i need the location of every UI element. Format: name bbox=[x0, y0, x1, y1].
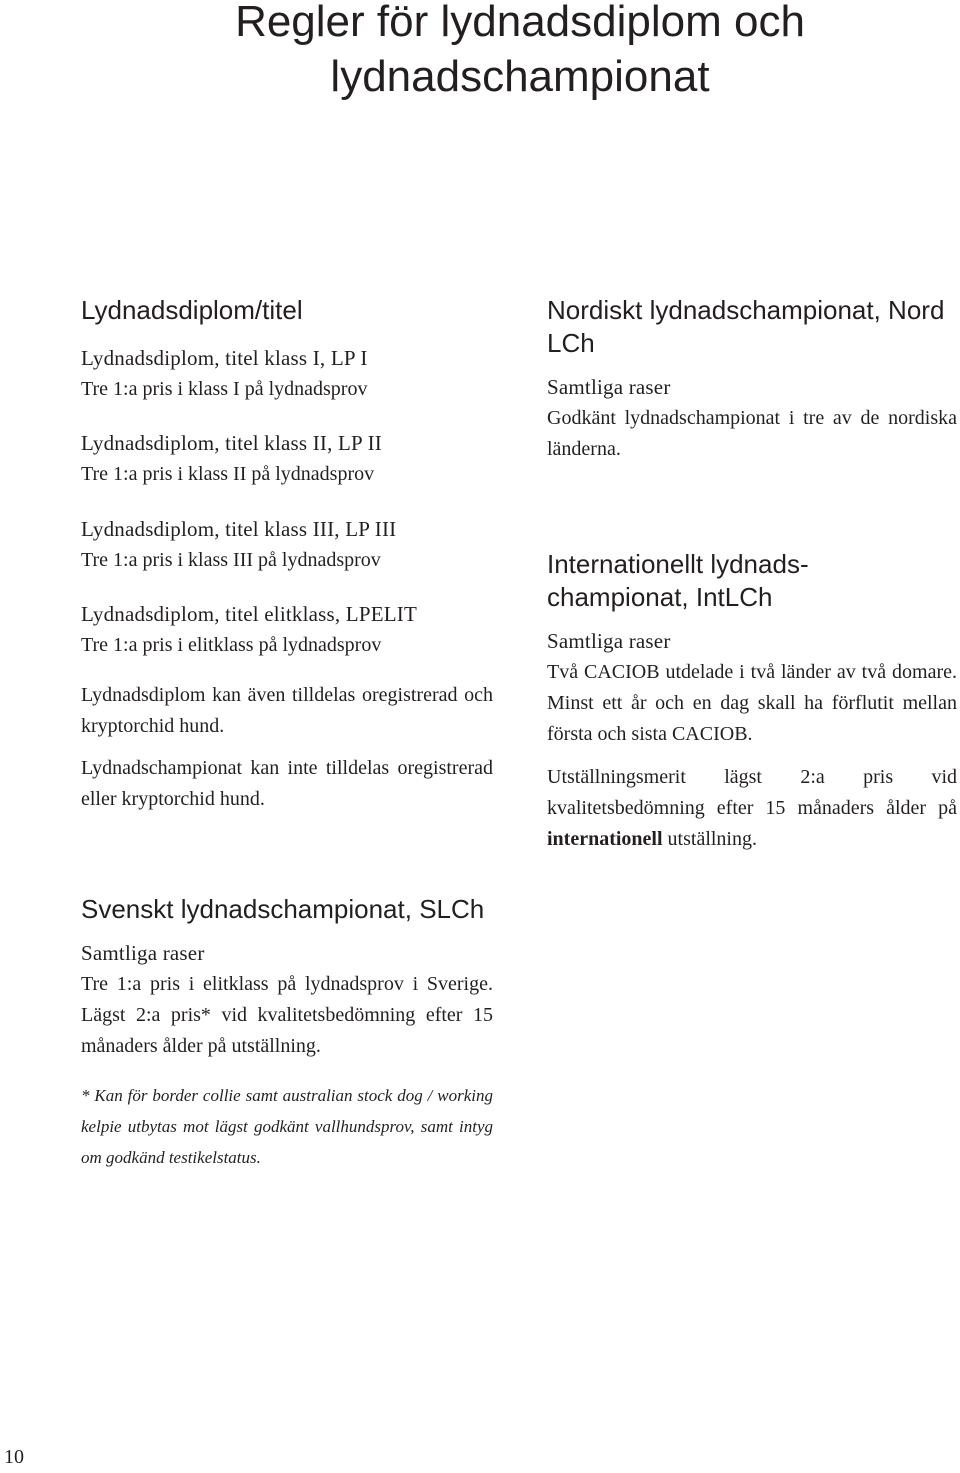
section-heading-diplom: Lydnadsdiplom/titel bbox=[81, 295, 303, 325]
int-heading-line-1: Internationellt lydnads- bbox=[547, 549, 809, 579]
diplom-item-title: Lydnadsdiplom, titel elitklass, LPELIT bbox=[81, 602, 417, 626]
diplom-item-title: Lydnadsdiplom, titel klass III, LP III bbox=[81, 517, 397, 541]
slch-breeds: Samtliga raser bbox=[81, 941, 205, 965]
slch-text: Tre 1:a pris i elitklass på lydnadsprov i Sverige. Lägst 2:a pris* vid kvalitetsbedömning efter 15 månaders ålder på utställning. bbox=[81, 973, 493, 1057]
section-heading-int bbox=[547, 548, 957, 614]
section-nord-lch bbox=[547, 294, 957, 465]
diplom-item-desc: Tre 1:a pris i klass I på lydnadsprov bbox=[81, 378, 368, 400]
diplom-item-4 bbox=[81, 599, 493, 661]
section-heading-slch: Svenskt lydnadschampionat, SLCh bbox=[81, 894, 485, 924]
diplom-item-3 bbox=[81, 514, 493, 576]
section-int-lch bbox=[547, 548, 957, 855]
int-exhibition-merit bbox=[547, 762, 957, 855]
diplom-item-desc: Tre 1:a pris i klass II på lydnadsprov bbox=[81, 463, 375, 485]
section-slch bbox=[81, 893, 493, 1173]
diplom-note-championship: Lydnadschampionat kan inte tilldelas oregistrerad eller kryptorchid hund. bbox=[81, 757, 493, 810]
diplom-item-2 bbox=[81, 428, 493, 490]
int-merit-bold: internationell bbox=[547, 828, 663, 850]
section-heading-nord: Nordiskt lydnadschampionat, Nord LCh bbox=[547, 295, 945, 358]
diplom-item-1 bbox=[81, 343, 493, 405]
diplom-item-desc: Tre 1:a pris i elitklass på lydnadsprov bbox=[81, 634, 382, 656]
nord-text: Godkänt lydnadschampionat i tre av de nordiska länderna. bbox=[547, 407, 957, 460]
int-merit-text: Utställningsmerit lägst 2:a pris vid kvalitetsbedömning efter 15 månaders ålder på bbox=[547, 766, 957, 819]
diplom-note-unregistered: Lydnadsdiplom kan även tilldelas oregistrerad och kryptorchid hund. bbox=[81, 684, 493, 737]
section-lydnadsdiplom bbox=[81, 294, 493, 815]
nord-breeds: Samtliga raser bbox=[547, 375, 671, 399]
int-merit-end: utställning. bbox=[667, 828, 757, 850]
diplom-item-desc: Tre 1:a pris i klass III på lydnadsprov bbox=[81, 549, 381, 571]
page-number: 10 bbox=[4, 1446, 24, 1468]
page-title: Regler för lydnadsdiplom och lydnadschampionat bbox=[235, 0, 805, 101]
diplom-item-title: Lydnadsdiplom, titel klass II, LP II bbox=[81, 431, 382, 455]
diplom-item-title: Lydnadsdiplom, titel klass I, LP I bbox=[81, 346, 368, 370]
int-text: Två CACIOB utdelade i två länder av två domare. Minst ett år och en dag skall ha förflutit mellan första och sista CACIOB. bbox=[547, 661, 957, 745]
slch-footnote: * Kan för border collie samt australian stock dog / working kelpie utbytas mot lägst godkänt vallhundsprov, samt intyg om godkänd testikelstatus. bbox=[81, 1086, 493, 1167]
int-breeds: Samtliga raser bbox=[547, 629, 671, 653]
int-heading-line-2: championat, IntLCh bbox=[547, 582, 773, 612]
